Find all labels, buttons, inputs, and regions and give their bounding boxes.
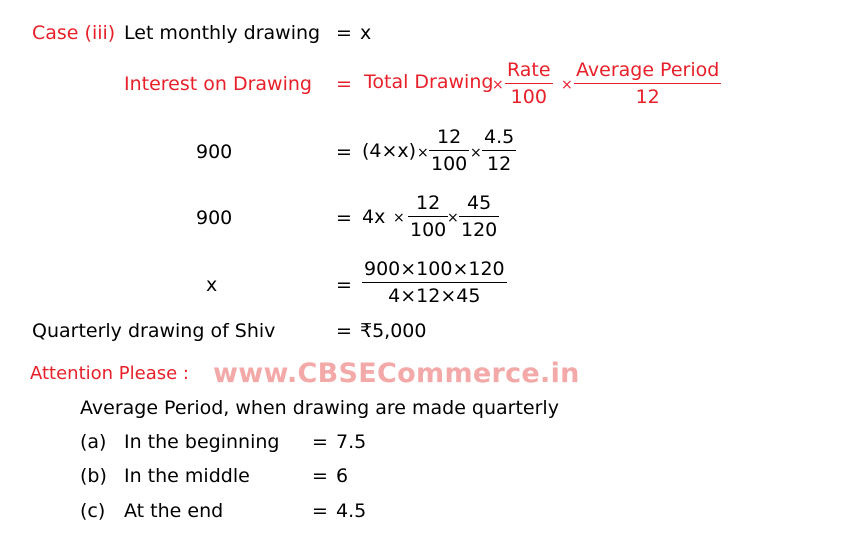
row4-frac1-numerator: 12 [416, 192, 441, 214]
row3-expression: (4×x) [362, 140, 417, 162]
row3-frac2-numerator: 4.5 [484, 126, 515, 148]
item-a-text: In the beginning [124, 431, 280, 453]
item-c-text: At the end [124, 500, 224, 522]
row5-denominator: 4×12×45 [388, 285, 481, 307]
row1-right: x [360, 22, 372, 44]
row2-fraction-period [574, 61, 721, 107]
item-a-equals: = [312, 431, 328, 453]
row5-numerator: 900×100×120 [364, 258, 505, 280]
row4-fraction-1 [408, 194, 448, 240]
row4-equals: = [336, 207, 352, 229]
item-c-value: 4.5 [336, 500, 367, 522]
row4-fraction-2 [459, 194, 499, 240]
row4-frac2-numerator: 45 [467, 192, 492, 214]
row3-frac1-numerator: 12 [437, 126, 462, 148]
item-b-value: 6 [336, 465, 349, 487]
item-a-value: 7.5 [336, 431, 367, 453]
row3-fraction-2 [482, 128, 516, 174]
row4-expression: 4x [362, 206, 386, 228]
row4-times-1: × [393, 210, 405, 226]
row3-fraction-1 [429, 128, 469, 174]
row2-frac1-denominator: 100 [510, 86, 547, 108]
row6-equals: = [336, 320, 352, 342]
row2-frac1-numerator: Rate [507, 59, 551, 81]
row6-result: ₹5,000 [360, 320, 427, 342]
row5-fraction [362, 260, 507, 306]
item-b-text: In the middle [124, 465, 250, 487]
row1-left: Let monthly drawing [124, 22, 321, 44]
row2-left: Interest on Drawing [124, 73, 312, 95]
item-c-equals: = [312, 500, 328, 522]
row4-left: 900 [196, 207, 233, 229]
row2-frac2-denominator: 12 [635, 86, 660, 108]
row4-frac1-denominator: 100 [410, 219, 447, 241]
item-a-marker: (a) [80, 431, 107, 453]
row2-times-2: × [561, 77, 573, 93]
case-label: Case (iii) [32, 22, 116, 44]
row5-equals: = [336, 274, 352, 296]
row3-left: 900 [196, 141, 233, 163]
watermark: www.CBSECommerce.in [213, 358, 580, 389]
row2-times-1: × [492, 77, 504, 93]
row3-frac1-denominator: 100 [431, 153, 468, 175]
row3-equals: = [336, 141, 352, 163]
row3-times-1: × [417, 145, 429, 161]
item-b-equals: = [312, 465, 328, 487]
row6-left: Quarterly drawing of Shiv [32, 320, 276, 342]
row3-times-2: × [470, 145, 482, 161]
row2-term-total-drawing: Total Drawing [364, 71, 494, 93]
attention-intro: Average Period, when drawing are made quarterly [80, 397, 559, 419]
attention-label: Attention Please : [30, 363, 189, 384]
row2-frac2-numerator: Average Period [576, 59, 720, 81]
row5-left: x [206, 274, 218, 296]
row4-frac2-denominator: 120 [461, 219, 498, 241]
row3-frac2-denominator: 12 [487, 153, 512, 175]
item-c-marker: (c) [80, 500, 106, 522]
row2-equals: = [336, 73, 352, 95]
item-b-marker: (b) [80, 465, 107, 487]
row2-fraction-rate [505, 61, 553, 107]
row4-times-2: × [447, 210, 459, 226]
row1-equals: = [336, 22, 352, 44]
